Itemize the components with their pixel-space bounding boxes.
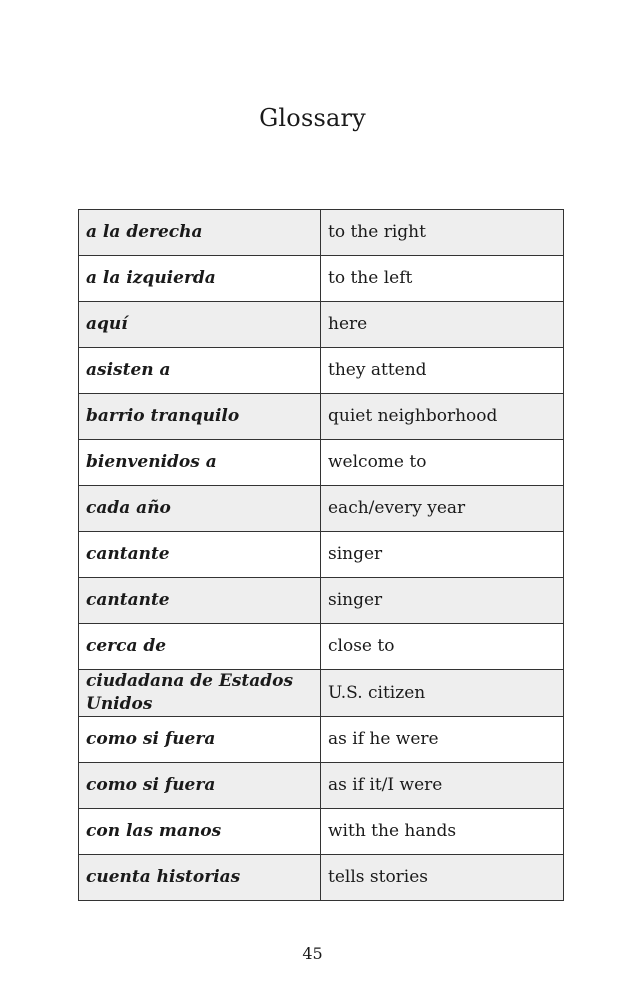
table-row	[79, 624, 564, 670]
term-cell: barrio tranquilo	[79, 394, 321, 440]
table-row	[79, 394, 564, 440]
definition-cell: to the right	[321, 210, 564, 256]
table-row	[79, 763, 564, 809]
definition-cell: with the hands	[321, 809, 564, 855]
definition-cell: they attend	[321, 348, 564, 394]
term-cell: cuenta historias	[79, 855, 321, 901]
page-number: 45	[302, 944, 323, 963]
term-cell: cerca de	[79, 624, 321, 670]
term-cell: ciudadana de Estados Unidos	[79, 670, 321, 717]
definition-cell: welcome to	[321, 440, 564, 486]
table-row	[79, 440, 564, 486]
table-row	[79, 210, 564, 256]
term-cell: aquí	[79, 302, 321, 348]
table-row	[79, 486, 564, 532]
term-cell: como si fuera	[79, 717, 321, 763]
definition-cell: as if he were	[321, 717, 564, 763]
definition-cell: here	[321, 302, 564, 348]
definition-cell: singer	[321, 578, 564, 624]
definition-cell: to the left	[321, 256, 564, 302]
term-cell: cantante	[79, 578, 321, 624]
table-row	[79, 532, 564, 578]
definition-cell: close to	[321, 624, 564, 670]
definition-cell: tells stories	[321, 855, 564, 901]
term-cell: asisten a	[79, 348, 321, 394]
term-cell: a la derecha	[79, 210, 321, 256]
term-cell: a la izquierda	[79, 256, 321, 302]
definition-cell: as if it/I were	[321, 763, 564, 809]
table-row	[79, 348, 564, 394]
page-title: Glossary	[259, 104, 366, 132]
table-row	[79, 809, 564, 855]
term-cell: cantante	[79, 532, 321, 578]
term-cell: con las manos	[79, 809, 321, 855]
table-row	[79, 578, 564, 624]
definition-cell: U.S. citizen	[321, 670, 564, 717]
definition-cell: singer	[321, 532, 564, 578]
term-cell: cada año	[79, 486, 321, 532]
definition-cell: quiet neighborhood	[321, 394, 564, 440]
term-cell: como si fuera	[79, 763, 321, 809]
table-row	[79, 670, 564, 717]
table-row	[79, 717, 564, 763]
table-row	[79, 855, 564, 901]
table-row	[79, 302, 564, 348]
glossary-table	[78, 209, 564, 901]
term-cell: bienvenidos a	[79, 440, 321, 486]
table-row	[79, 256, 564, 302]
definition-cell: each/every year	[321, 486, 564, 532]
